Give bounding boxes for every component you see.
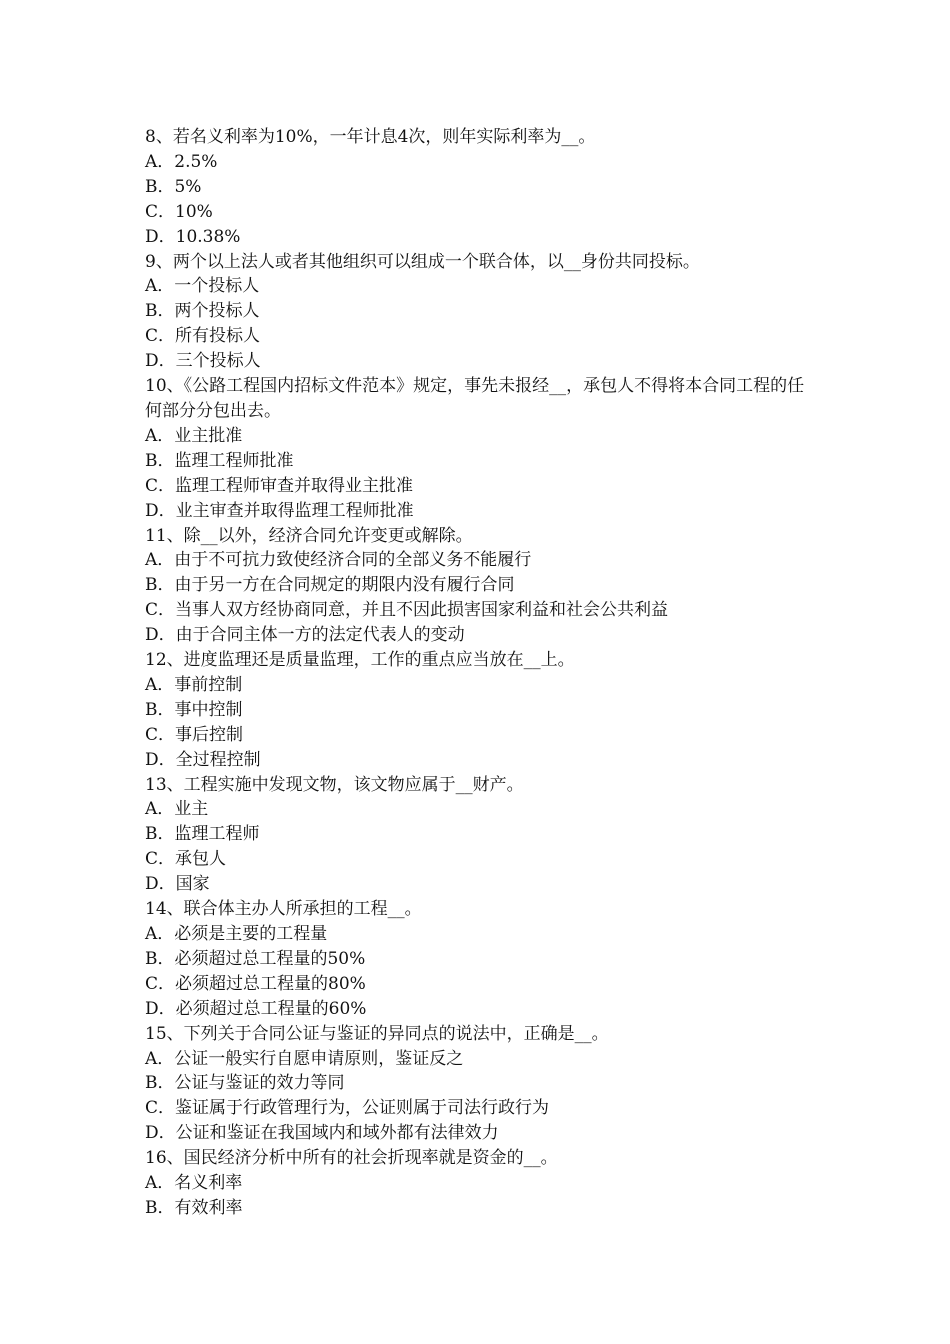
option-c: C．当事人双方经协商同意，并且不因此损害国家利益和社会公共利益 (145, 600, 669, 621)
option-b: B．5% (145, 176, 202, 197)
option-d: D．业主审查并取得监理工程师批准 (145, 500, 414, 521)
option-a: A．名义利率 (145, 1173, 243, 1194)
question-14 (145, 897, 815, 1022)
option-b: B．必须超过总工程量的50% (145, 948, 366, 969)
question-text: 15、下列关于合同公证与鉴证的异同点的说法中，正确是__。 (145, 1023, 609, 1044)
option-d: D．必须超过总工程量的60% (145, 998, 367, 1019)
option-d: D．10.38% (145, 226, 241, 247)
question-text: 11、除__以外，经济合同允许变更或解除。 (145, 525, 473, 546)
option-c: C．承包人 (145, 849, 227, 870)
option-a: A．业主批准 (145, 425, 243, 446)
question-text: 8、若名义利率为10%，一年计息4次，则年实际利率为__。 (145, 127, 596, 147)
question-text: 13、工程实施中发现文物，该文物应属于__财产。 (145, 774, 524, 795)
question-10 (145, 374, 815, 523)
option-c: C．鉴证属于行政管理行为，公证则属于司法行政行为 (145, 1098, 550, 1119)
option-d: D．公证和鉴证在我国域内和域外都有法律效力 (145, 1123, 499, 1144)
question-text: 12、进度监理还是质量监理，工作的重点应当放在__上。 (145, 650, 575, 671)
option-c: C．所有投标人 (145, 326, 261, 347)
option-b: B．由于另一方在合同规定的期限内没有履行合同 (145, 575, 515, 596)
option-b: B．监理工程师 (145, 824, 260, 845)
question-13 (145, 773, 815, 898)
question-text: 14、联合体主办人所承担的工程__。 (145, 899, 422, 920)
option-a: A．由于不可抗力致使经济合同的全部义务不能履行 (145, 550, 532, 571)
option-b: B．监理工程师批准 (145, 450, 294, 471)
option-b: B．事中控制 (145, 699, 243, 720)
option-a: A．业主 (145, 799, 209, 820)
option-d: D．三个投标人 (145, 351, 261, 372)
option-d: D．由于合同主体一方的法定代表人的变动 (145, 625, 465, 646)
option-c: C．10% (145, 201, 213, 222)
question-list (145, 125, 815, 1221)
option-c: C．监理工程师审查并取得业主批准 (145, 475, 414, 496)
question-text: 16、国民经济分析中所有的社会折现率就是资金的__。 (145, 1148, 558, 1169)
question-9 (145, 250, 815, 375)
question-12 (145, 648, 815, 773)
question-text: 9、两个以上法人或者其他组织可以组成一个联合体，以__身份共同投标。 (145, 251, 700, 272)
option-d: D．国家 (145, 874, 210, 895)
option-a: A．公证一般实行自愿申请原则，鉴证反之 (145, 1048, 464, 1069)
question-8 (145, 125, 815, 250)
question-15 (145, 1022, 815, 1147)
option-a: A．2.5% (145, 151, 218, 172)
option-b: B．两个投标人 (145, 301, 260, 322)
option-c: C．事后控制 (145, 724, 244, 745)
option-a: A．一个投标人 (145, 276, 260, 297)
option-a: A．必须是主要的工程量 (145, 924, 328, 944)
question-16 (145, 1146, 815, 1221)
question-11 (145, 524, 815, 649)
option-d: D．全过程控制 (145, 749, 261, 770)
option-b: B．公证与鉴证的效力等同 (145, 1073, 345, 1094)
option-c: C．必须超过总工程量的80% (145, 973, 366, 994)
option-b: B．有效利率 (145, 1197, 243, 1218)
question-text: 10、《公路工程国内招标文件范本》规定，事先未报经__，承包人不得将本合同工程的任何部分分包出去。 (145, 376, 805, 421)
option-a: A．事前控制 (145, 674, 243, 695)
